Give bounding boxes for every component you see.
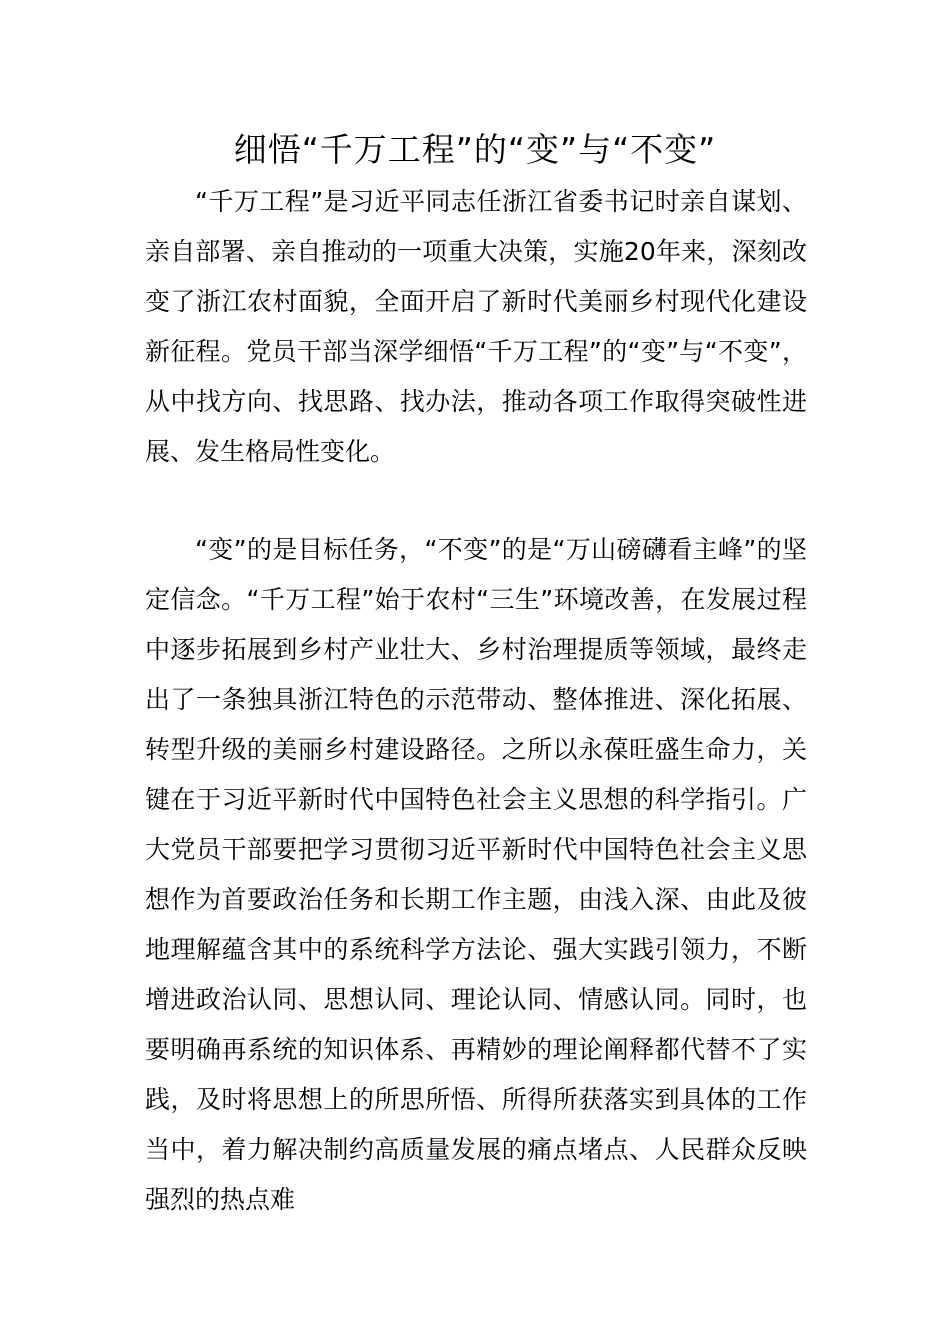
body-paragraph-2: “变”的是目标任务，“不变”的是“万山磅礴看主峰”的坚定信念。“千万工程”始于农村“三生”环境改善，在发展过程中逐步拓展到乡村产业壮大、乡村治理提质等领域，最终走出了一条独具浙江特色的示范带动、整体推进、深化拓展、转型升级的美丽乡村建设路径。之所以永葆旺盛生命力，关键在于习近平新时代中国特色社会主义思想的科学指引。广大党员干部要把学习贯彻习近平新时代中国特色社会主义思想作为首要政治任务和长期工作主题，由浅入深、由此及彼地理解蕴含其中的系统科学方法论、强大实践引领力，不断增进政治认同、思想认同、理论认同、情感认同。同时，也要明确再系统的知识体系、再精妙的理论阐释都代替不了实践，及时将思想上的所思所悟、所得所获落实到具体的工作当中，着力解决制约高质量发展的痛点堵点、人民群众反映强烈的热点难 — [145, 535, 807, 1214]
document-title: 细悟“千万工程”的“变”与“不变” — [233, 130, 717, 169]
body-paragraph-1: “千万工程”是习近平同志任浙江省委书记时亲自谋划、亲自部署、亲自推动的一项重大决策，实施20年来，深刻改变了浙江农村面貌，全面开启了新时代美丽乡村现代化建设新征程。党员干部当深学细悟“千万工程”的“变”与“不变”，从中找方向、找思路、找办法，推动各项工作取得突破性进展、发生格局性变化。 — [145, 187, 807, 466]
